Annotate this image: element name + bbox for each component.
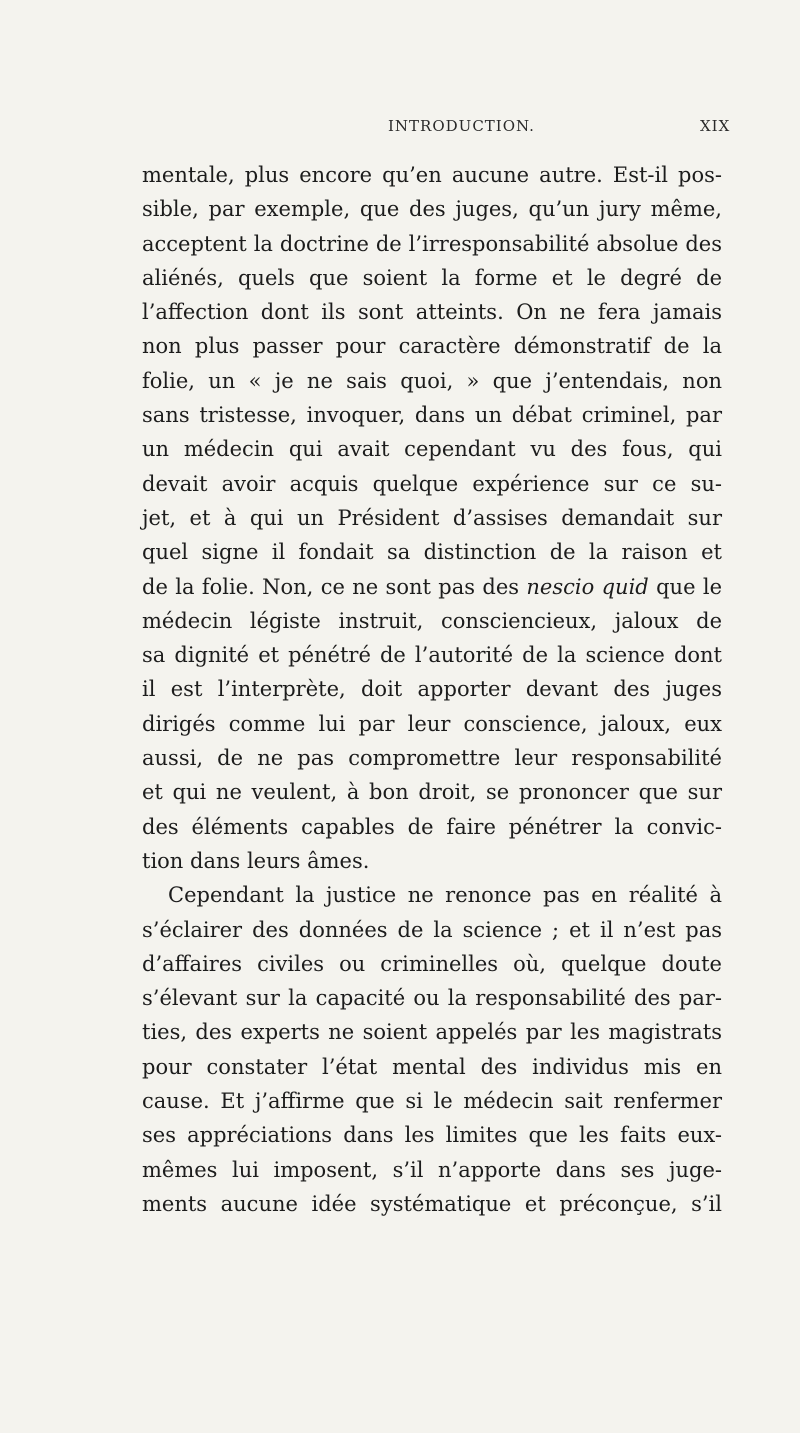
text-run: de la folie. Non, ce ne sont pas des [142,574,527,599]
text-line: dirigés comme lui par leur conscience, jaloux, eux [142,711,722,736]
text-line: l’affection dont ils sont atteints. On ne fera jamais [142,300,722,325]
text-line: quel signe il fondait sa distinction de la raison et [142,540,722,565]
text-line: mentale, plus encore qu’en aucune autre. Est-il pos- [142,163,722,187]
text-line: pour constater l’état mental des individus mis en [142,1054,722,1079]
italic-phrase-nescio-quid: nescio quid [526,574,649,599]
text-line: jet, et à qui un Président d’assises demandait sur [142,505,722,530]
text-line: devait avoir acquis quelque expérience sur ce su- [142,471,722,496]
text-line: acceptent la doctrine de l’irresponsabilité absolue des [142,231,722,256]
paragraph-end-line: tion dans leurs âmes. [142,848,370,873]
text-line: s’élevant sur la capacité ou la responsabilité des par- [142,986,722,1011]
text-line: sans tristesse, invoquer, dans un débat criminel, par [142,403,722,428]
text-line: folie, un « je ne sais quoi, » que j’entendais, non [142,368,722,393]
text-run: que le [648,574,723,599]
text-line: ments aucune idée systématique et préconçue, s’il [142,1191,722,1216]
text-line: mêmes lui imposent, s’il n’apporte dans ses juge- [142,1157,722,1182]
text-line: et qui ne veulent, à bon droit, se prononcer que sur [142,780,722,805]
text-line: un médecin qui avait cependant vu des fous, qui [142,437,722,462]
text-line: aussi, de ne pas compromettre leur responsabilité [142,746,722,771]
text-line: d’affaires civiles ou criminelles où, quelque doute [142,951,722,976]
running-head-title: INTRODUCTION. [388,117,535,135]
text-line-with-italic [142,570,722,604]
text-line: il est l’interprète, doit apporter devant des juges [142,677,722,702]
text-line: cause. Et j’affirme que si le médecin sait renfermer [142,1089,722,1114]
text-line: ses appréciations dans les limites que les faits eux- [142,1123,722,1148]
text-line: sible, par exemple, que des juges, qu’un jury même, [142,197,722,222]
text-line: aliénés, quels que soient la forme et le degré de [142,265,722,290]
text-line: sa dignité et pénétré de l’autorité de la science dont [142,643,722,668]
text-line: médecin légiste instruit, consciencieux, jaloux de [142,608,722,633]
text-line: des éléments capables de faire pénétrer la convic- [142,814,722,839]
text-line: non plus passer pour caractère démonstratif de la [142,334,722,359]
text-line: s’éclairer des données de la science ; et il n’est pas [142,917,722,942]
body-text [142,158,722,1221]
running-head [0,117,800,147]
text-line: ties, des experts ne soient appelés par les magistrats [142,1020,722,1045]
page-number: XIX [700,117,731,135]
paragraph-start-line: Cependant la justice ne renonce pas en réalité à [168,883,722,908]
